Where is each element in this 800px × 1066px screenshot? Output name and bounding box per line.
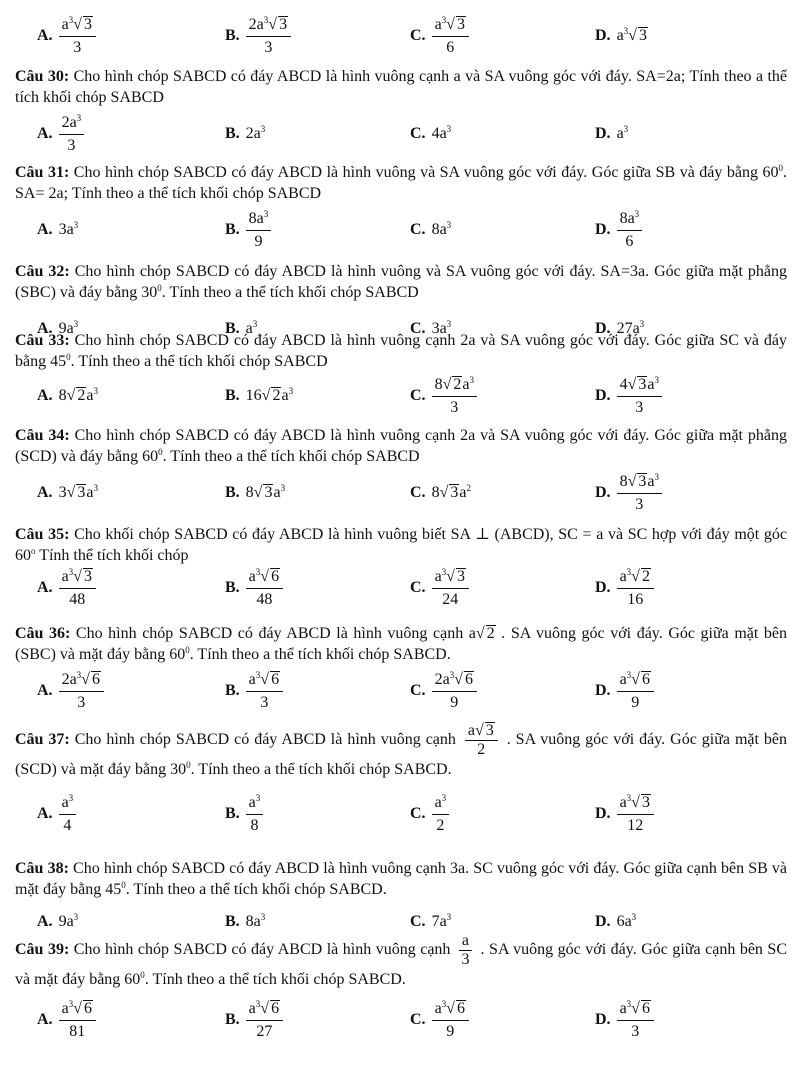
question-text: Câu 37: Cho hình chóp SABCD có đáy ABCD là hình vuông cạnh $\frac{a√ 3}{2}$ . SA vuông góc với đáy. Góc giữa mặt bên (SCD) và mặt đáy bằng $30^0$. Tính theo a thể tích khối chóp SABCD. bbox=[15, 722, 787, 778]
question-text: Câu 38: Cho hình chóp SABCD có đáy ABCD là hình vuông cạnh 3a. SC vuông góc với đáy. Góc giữa cạnh bên SB và mặt đáy bằng $45^0$. Tính theo a thể tích khối chóp SABCD. bbox=[15, 860, 788, 898]
option-b[interactable]: B. $\frac{8a^3}{9}$ bbox=[225, 208, 271, 252]
question-text: Câu 33: Cho hình chóp SABCD có đáy ABCD là hình vuông cạnh 2a và SA vuông góc với đáy. Góc giữa SC và đáy bằng $45^0$. Tính theo a thể tích khối chóp SABCD bbox=[15, 332, 788, 370]
question-35 bbox=[15, 524, 787, 608]
option-c[interactable]: C. $8a^3$ bbox=[410, 220, 452, 238]
options-row bbox=[15, 669, 787, 713]
option-c[interactable]: C. 8√ $3a^2$ bbox=[410, 483, 471, 501]
option-c[interactable]: C. $\frac{2a^3√ 6}{9}$ bbox=[410, 669, 477, 713]
option-letter: B. bbox=[225, 221, 240, 238]
option-a[interactable]: A. $9a^3$ bbox=[37, 319, 79, 337]
question-39 bbox=[15, 932, 788, 1040]
option-d[interactable]: D. $27a^3$ bbox=[595, 319, 645, 337]
option-letter: A. bbox=[37, 1011, 53, 1028]
option-a[interactable]: A. $\frac{a^3√ 3}{48}$ bbox=[37, 566, 96, 610]
options-row bbox=[15, 471, 787, 515]
option-b[interactable]: B. $8a^3$ bbox=[225, 912, 266, 930]
option-letter: C. bbox=[410, 1011, 426, 1028]
option-letter: C. bbox=[410, 221, 426, 238]
option-letter: A. bbox=[37, 805, 53, 822]
question-text: Câu 34: Cho hình chóp SABCD có đáy ABCD là hình vuông cạnh 2a và SA vuông góc với đáy. Góc giữa mặt phẳng (SCD) và đáy bằng $60^0$. Tính theo a thể tích khối chóp SABCD bbox=[15, 427, 788, 465]
option-b[interactable]: B. $\frac{a^3√ 6}{3}$ bbox=[225, 669, 283, 713]
question-label: Câu 30: bbox=[15, 68, 70, 85]
option-letter: D. bbox=[595, 484, 611, 501]
question-text: Câu 31: Cho hình chóp SABCD có đáy ABCD là hình vuông và SA vuông góc với đáy. Góc giữa SB và đáy bằng $60^0$. SA= 2a; Tính theo a thể tích khối chóp SABCD bbox=[15, 163, 788, 202]
option-a[interactable]: A. $\frac{a^3}{4}$ bbox=[37, 792, 76, 836]
option-a[interactable]: A. $3a^3$ bbox=[37, 220, 79, 238]
option-b[interactable]: B. $\frac{a^3}{8}$ bbox=[225, 792, 263, 836]
option-c[interactable]: C. $3a^3$ bbox=[410, 319, 452, 337]
option-c[interactable]: C. $7a^3$ bbox=[410, 912, 452, 930]
option-d[interactable]: D. $\frac{a^3√ 6}{9}$ bbox=[595, 669, 654, 713]
question-34 bbox=[15, 425, 788, 513]
option-d[interactable]: D. $\frac{8a^3}{6}$ bbox=[595, 208, 642, 252]
option-letter: C. bbox=[410, 320, 426, 337]
option-letter: D. bbox=[595, 1011, 611, 1028]
option-c[interactable]: C. $4a^3$ bbox=[410, 124, 452, 142]
question-label: Câu 31: bbox=[15, 164, 70, 181]
options-row bbox=[15, 792, 787, 836]
option-letter: C. bbox=[410, 387, 426, 404]
option-letter: D. bbox=[595, 320, 611, 337]
option-letter: A. bbox=[37, 320, 53, 337]
option-c[interactable]: C. $\frac{8√ 2a^3}{3}$ bbox=[410, 374, 477, 418]
option-a[interactable]: A. $\frac{2a^3√ 6}{3}$ bbox=[37, 669, 104, 713]
option-a[interactable]: A. $9a^3$ bbox=[37, 912, 79, 930]
question-label: Câu 32: bbox=[15, 263, 70, 280]
option-b[interactable]: B. $\frac{a^3√ 6}{48}$ bbox=[225, 566, 283, 610]
options-row bbox=[15, 998, 787, 1042]
option-d[interactable]: D. $\frac{a^3√ 6}{3}$ bbox=[595, 998, 654, 1042]
option-b[interactable]: B. $2a^3$ bbox=[225, 124, 266, 142]
question-37 bbox=[15, 722, 787, 834]
question-label: Câu 38: bbox=[15, 860, 69, 877]
option-letter: C. bbox=[410, 682, 426, 699]
option-b[interactable]: B. $\frac{a^3√ 6}{27}$ bbox=[225, 998, 283, 1042]
option-a[interactable]: A. 8√ $2a^3$ bbox=[37, 386, 98, 404]
option-d[interactable]: D. $a^3$ bbox=[595, 124, 629, 142]
option-letter: C. bbox=[410, 27, 426, 44]
option-d[interactable]: D. $a^3√$ 3 bbox=[595, 26, 647, 44]
option-b[interactable]: B. $\frac{2a^3√ 3}{3}$ bbox=[225, 14, 291, 58]
option-letter: D. bbox=[595, 387, 611, 404]
option-c[interactable]: C. $\frac{a^3√ 3}{6}$ bbox=[410, 14, 469, 58]
option-letter: D. bbox=[595, 913, 611, 930]
option-letter: B. bbox=[225, 1011, 240, 1028]
option-letter: B. bbox=[225, 913, 240, 930]
option-b[interactable]: B. $a^3$ bbox=[225, 319, 258, 337]
option-a[interactable]: A. $\frac{a^3√ 6}{81}$ bbox=[37, 998, 96, 1042]
option-letter: A. bbox=[37, 125, 53, 142]
option-letter: A. bbox=[37, 913, 53, 930]
option-letter: B. bbox=[225, 579, 240, 596]
option-a[interactable]: A. 3√ $3a^3$ bbox=[37, 483, 98, 501]
option-letter: A. bbox=[37, 579, 53, 596]
option-letter: D. bbox=[595, 805, 611, 822]
question-label: Câu 34: bbox=[15, 427, 70, 444]
option-letter: D. bbox=[595, 221, 611, 238]
option-letter: C. bbox=[410, 913, 426, 930]
option-b[interactable]: B. 16√ $2a^3$ bbox=[225, 386, 294, 404]
question-label: Câu 36: bbox=[15, 625, 71, 642]
question-32 bbox=[15, 261, 788, 337]
question-text: Câu 32: Cho hình chóp SABCD có đáy ABCD là hình vuông và SA vuông góc với đáy. SA=3a. Góc giữa mặt phẳng (SBC) và đáy bằng $30^0$. Tính theo a thể tích khối chóp SABCD bbox=[15, 263, 788, 301]
question-36 bbox=[15, 623, 788, 711]
option-letter: A. bbox=[37, 27, 53, 44]
option-letter: A. bbox=[37, 387, 53, 404]
options-row bbox=[15, 566, 787, 610]
option-letter: C. bbox=[410, 125, 426, 142]
option-letter: B. bbox=[225, 320, 240, 337]
question-38 bbox=[15, 858, 788, 930]
question-30 bbox=[15, 66, 788, 154]
option-letter: B. bbox=[225, 387, 240, 404]
options-row bbox=[15, 374, 787, 418]
option-d[interactable]: D. $\frac{4√ 3a^3}{3}$ bbox=[595, 374, 662, 418]
options-row bbox=[15, 112, 787, 156]
option-letter: A. bbox=[37, 484, 53, 501]
option-letter: D. bbox=[595, 27, 611, 44]
option-b[interactable]: B. 8√ $3a^3$ bbox=[225, 483, 286, 501]
option-a[interactable]: A. $\frac{a^3√ 3}{3}$ bbox=[37, 14, 96, 58]
option-letter: B. bbox=[225, 484, 240, 501]
option-c[interactable]: C. $\frac{a^3√ 6}{9}$ bbox=[410, 998, 469, 1042]
question-31 bbox=[15, 162, 788, 250]
option-d[interactable]: D. $\frac{8√ 3a^3}{3}$ bbox=[595, 471, 662, 515]
option-d[interactable]: D. $6a^3$ bbox=[595, 912, 637, 930]
options-row bbox=[15, 208, 787, 252]
option-letter: A. bbox=[37, 221, 53, 238]
option-letter: B. bbox=[225, 125, 240, 142]
option-letter: D. bbox=[595, 125, 611, 142]
option-letter: D. bbox=[595, 682, 611, 699]
option-letter: B. bbox=[225, 805, 240, 822]
question-label: Câu 33: bbox=[15, 332, 70, 349]
option-letter: D. bbox=[595, 579, 611, 596]
option-letter: C. bbox=[410, 579, 426, 596]
question-33 bbox=[15, 330, 788, 416]
option-letter: C. bbox=[410, 805, 426, 822]
option-letter: B. bbox=[225, 27, 240, 44]
option-c[interactable]: C. $\frac{a^3√ 3}{24}$ bbox=[410, 566, 469, 610]
option-c[interactable]: C. $\frac{a^3}{2}$ bbox=[410, 792, 449, 836]
question-label: Câu 37: bbox=[15, 731, 70, 749]
options-row bbox=[15, 14, 787, 58]
question-label: Câu 39: bbox=[15, 941, 70, 959]
question-text: Câu 35: Cho khối chóp SABCD có đáy ABCD là hình vuông biết SA ⊥ (ABCD), SC = a và SC hợp với đáy một góc 60$^o$ Tính thể tích khối chóp bbox=[15, 526, 787, 564]
question-text: Câu 36: Cho hình chóp SABCD có đáy ABCD là hình vuông cạnh a√ 2 . SA vuông góc với đáy. Góc giữa mặt bên (SBC) và mặt đáy bằng $60^0$. Tính theo a thể tích khối chóp SABCD. bbox=[15, 625, 788, 663]
question-label: Câu 35: bbox=[15, 526, 70, 543]
option-d[interactable]: D. $\frac{a^3√ 3}{12}$ bbox=[595, 792, 654, 836]
option-letter: A. bbox=[37, 682, 53, 699]
option-letter: B. bbox=[225, 682, 240, 699]
option-letter: C. bbox=[410, 484, 426, 501]
option-d[interactable]: D. $\frac{a^3√ 2}{16}$ bbox=[595, 566, 654, 610]
question-text: Câu 39: Cho hình chóp SABCD có đáy ABCD là hình vuông cạnh $\frac{a}{3}$ . SA vuông góc với đáy. Góc giữa cạnh bên SC và mặt đáy bằng $60^0$. Tính theo a thể tích khối chóp SABCD. bbox=[15, 932, 788, 988]
question-text: Câu 30: Cho hình chóp SABCD có đáy ABCD là hình vuông cạnh a và SA vuông góc với đáy. SA=2a; Tính theo a thể tích khối chóp SABCD bbox=[15, 68, 788, 106]
option-a[interactable]: A. $\frac{2a^3}{3}$ bbox=[37, 112, 84, 156]
